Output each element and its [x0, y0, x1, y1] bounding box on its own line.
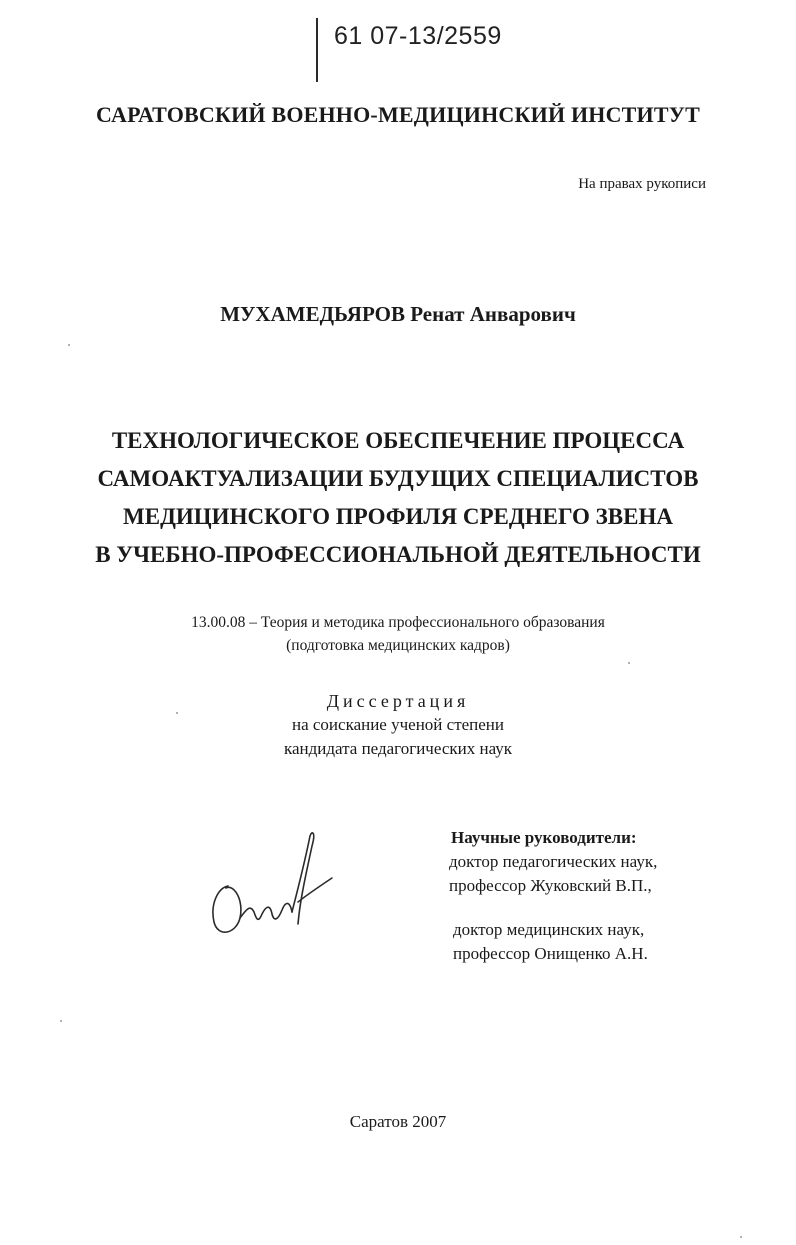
dissertation-title: [0, 422, 796, 574]
scan-speck: [60, 1020, 62, 1022]
supervisor-2-name: профессор Онищенко А.Н.: [453, 944, 648, 963]
supervisor-1-name: профессор Жуковский В.П.,: [449, 876, 652, 895]
dissertation-heading: Диссертация: [326, 691, 470, 711]
scan-speck: [740, 1236, 742, 1238]
degree-line-2: кандидата педагогических наук: [283, 739, 513, 758]
dissertation-block: [0, 689, 796, 761]
title-line: В УЧЕБНО-ПРОФЕССИОНАЛЬНОЙ ДЕЯТЕЛЬНОСТИ: [95, 542, 701, 567]
city-year: Саратов 2007: [349, 1112, 447, 1131]
supervisors-heading: Научные руководители:: [451, 828, 637, 847]
supervisor-1-degree: доктор педагогических наук,: [449, 852, 658, 871]
specialty-code: 13.00.08 – Теория и методика профессионального образования: [191, 614, 605, 631]
manuscript-note: На правах рукописи: [578, 176, 706, 192]
scan-speck: [628, 662, 630, 664]
scan-speck: [68, 344, 70, 346]
archive-stamp-number: 61 07-13/2559: [334, 22, 502, 50]
specialty-note: (подготовка медицинских кадров): [286, 637, 510, 654]
specialty-block: [0, 611, 796, 657]
scan-speck: [176, 712, 178, 714]
institute-name: САРАТОВСКИЙ ВОЕННО-МЕДИЦИНСКИЙ ИНСТИТУТ: [96, 102, 700, 127]
degree-line-1: на соискание ученой степени: [291, 715, 505, 734]
title-line: МЕДИЦИНСКОГО ПРОФИЛЯ СРЕДНЕГО ЗВЕНА: [123, 504, 673, 529]
supervisors-block: [449, 826, 657, 966]
title-line: ТЕХНОЛОГИЧЕСКОЕ ОБЕСПЕЧЕНИЕ ПРОЦЕССА: [111, 428, 685, 453]
title-line: САМОАКТУАЛИЗАЦИИ БУДУЩИХ СПЕЦИАЛИСТОВ: [97, 466, 699, 491]
handwritten-signature: [200, 826, 340, 946]
author-name: МУХАМЕДЬЯРОВ Ренат Анварович: [220, 302, 576, 326]
stamp-margin-line: [316, 18, 318, 82]
supervisor-2-degree: доктор медицинских наук,: [453, 920, 645, 939]
